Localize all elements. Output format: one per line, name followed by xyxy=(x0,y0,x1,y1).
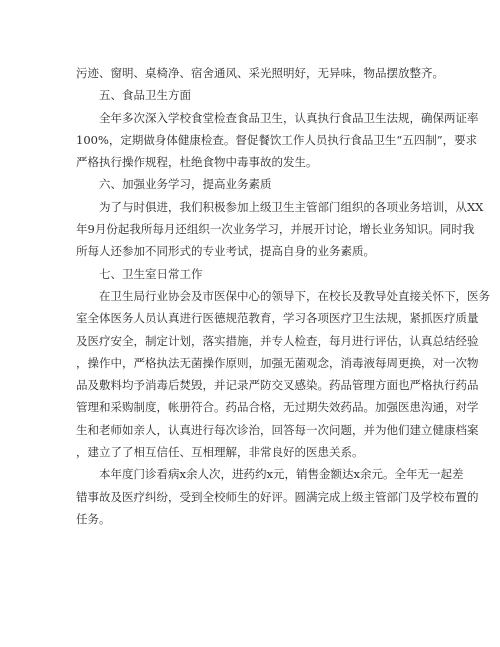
paragraph-line: 任务。 xyxy=(76,511,111,526)
paragraph-line: 年9月份起我所每月还组织一次业务学习，并展开讨论，增长业务知识。同时我 xyxy=(76,222,475,237)
paragraph-line: 为了与时俱进，我们积极参加上级卫生主管部门组织的各项业务培训，从XX xyxy=(99,199,484,214)
paragraph-line: 污迹、窗明、桌椅净、宿舍通风、采光照明好，无异味，物品摆放整齐。 xyxy=(76,66,444,80)
paragraph-line: 室全体医务人员认真进行医德规范教育，学习各项医疗卫生法规，紧抓医疗质量 xyxy=(76,311,479,326)
paragraph-line: 品及敷料均予消毒后焚毁，并记录严防交叉感染。药品管理方面也严格执行药品 xyxy=(76,378,479,393)
section-heading-clinic-daily-work: 七、卫生室日常工作 xyxy=(99,266,203,281)
paragraph-line: 错事故及医疗纠纷，受到全校师生的好评。圆满完成上级主管部门及学校布置的 xyxy=(76,489,479,504)
paragraph-line: 本年度门诊看病x余人次，进药约x元，销售金额达x余元。全年无一起差 xyxy=(99,467,464,482)
section-heading-food-hygiene: 五、食品卫生方面 xyxy=(99,88,191,103)
paragraph-line: 100%，定期做身体健康检查。督促餐饮工作人员执行食品卫生“五四制”，要求 xyxy=(76,132,478,147)
paragraph-line: 生和老师如亲人，认真进行每次诊治，回答每一次问题，并为他们建立健康档案 xyxy=(76,422,479,437)
paragraph-line: 及医疗安全，制定计划，落实措施，并专人检查，每月进行评估，认真总结经验 xyxy=(76,333,479,348)
paragraph-line: 全年多次深入学校食堂检查食品卫生，认真执行食品卫生法规，确保两证率 xyxy=(99,110,479,125)
section-heading-business-study: 六、加强业务学习，提高业务素质 xyxy=(99,177,272,192)
paragraph-line: 在卫生局行业协会及市医保中心的领导下，在校长及教导处直接关怀下，医务 xyxy=(99,288,490,303)
paragraph-line: ，建立了了相互信任、互相理解，非常良好的医患关系。 xyxy=(76,445,364,460)
document-body xyxy=(76,62,490,530)
paragraph-line: 管理和采购制度，帐册符合。药品合格，无过期失效药品。加强医患沟通，对学 xyxy=(76,400,479,415)
paragraph-line: 所每人还参加不同形式的专业考试，提高自身的业务素质。 xyxy=(76,244,375,259)
paragraph-line: 严格执行操作规程，杜绝食物中毒事故的发生。 xyxy=(76,155,318,170)
paragraph-line: ，操作中，严格执法无菌操作原则，加强无菌观念，消毒液每周更换，对一次物 xyxy=(76,355,479,370)
